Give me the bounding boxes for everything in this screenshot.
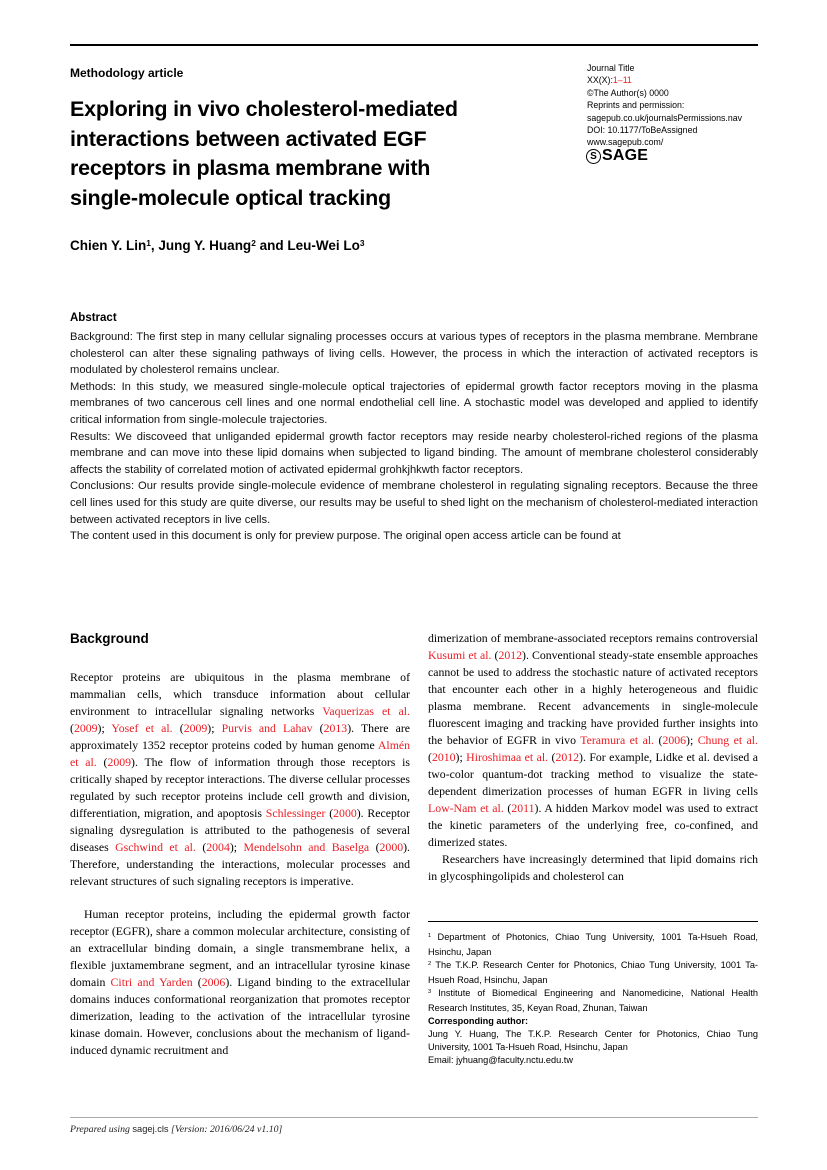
text-segment: (: [654, 733, 663, 747]
article-type-label: Methodology article: [70, 66, 184, 80]
journal-title-line: Journal Title: [587, 63, 635, 73]
title-line: Exploring in vivo cholesterol-mediated: [70, 97, 458, 121]
journal-info-block: [587, 62, 765, 149]
text-segment: (: [491, 648, 499, 662]
text-segment: (: [172, 721, 184, 735]
citation-link[interactable]: 2012: [498, 648, 523, 662]
permissions-url: sagepub.co.uk/journalsPermissions.nav: [587, 112, 743, 123]
text-segment: ). There are approximately 1352 receptor proteins coded by human genome: [70, 721, 410, 752]
background-heading: Background: [70, 631, 149, 646]
citation-link[interactable]: 2013: [323, 721, 348, 735]
left-column: [70, 630, 410, 1059]
publisher-url: www.sagepub.com/: [587, 137, 664, 148]
citation-link[interactable]: 2000: [379, 840, 404, 854]
text-segment: 1: [428, 933, 432, 940]
citation-link[interactable]: 2012: [555, 750, 580, 764]
sage-logo-icon: S: [586, 149, 601, 164]
abstract-paragraph-methods: Methods: In this study, we measured single-molecule optical trajectories of epidermal growth factor receptors moving in the plasma membranes of two cancerous cell lines and one normal endothelial cell line. A stochastic model was developed and applied to identify critical information from single-molecule trajectories.: [70, 380, 758, 426]
citation-link[interactable]: Chung et al.: [697, 733, 758, 747]
citation-link[interactable]: Schlessinger: [265, 806, 326, 820]
text-segment: );: [97, 721, 112, 735]
footnote-rule: [428, 921, 758, 922]
citation-link[interactable]: Almén et al.: [70, 738, 410, 769]
text-segment: );: [686, 733, 698, 747]
title-line: receptors in plasma membrane with: [70, 156, 431, 180]
sage-wordmark: SAGE: [602, 147, 649, 164]
text-segment: Human receptor proteins, including the epidermal growth factor receptor (EGFR), share a common molecular architecture, consisting of an extracellular binding domain, a single transmembrane helix, a flexible juxtamembrane segment, and an intracellular tyrosine kinase domain: [70, 907, 410, 989]
citation-link[interactable]: 2006: [662, 733, 687, 747]
right-column: [428, 630, 758, 885]
text-segment: (: [312, 721, 324, 735]
text-segment: ). The flow of information through those receptors is critically shaped by receptor interactions. The diverse cellular processes regulated by such receptor proteins include cell growth and division, differentiation, migration, and apoptosis: [70, 755, 410, 820]
citation-link[interactable]: Gschwind et al.: [115, 840, 196, 854]
text-segment: The T.K.P. Research Center for Photonics, Chiao Tung University, 1001 Ta-Hsueh Road, Hsinchu, Japan: [428, 960, 758, 985]
footer-note: [70, 1124, 282, 1135]
citation-link[interactable]: 2000: [333, 806, 357, 820]
reprints-line: Reprints and permission:: [587, 100, 685, 111]
text-segment: Institute of Biomedical Engineering and Nanomedicine, National Health Research Institutes, 35, Keyan Road, Zhunan, Taiwan: [428, 988, 758, 1013]
text-segment: );: [207, 721, 222, 735]
text-segment: 2: [428, 961, 432, 968]
text-segment: ). Receptor signaling dysregulation is attributed to the pathogenesis of several diseases: [70, 806, 410, 854]
citation-link[interactable]: 2009: [183, 721, 208, 735]
text-segment: );: [455, 750, 467, 764]
copyright-line: ©The Author(s) 0000: [587, 87, 669, 98]
header-rule: [70, 44, 758, 46]
citation-link[interactable]: Hiroshimaa et al.: [466, 750, 549, 764]
text-segment: , Jung Y. Huang: [150, 238, 252, 253]
text-segment: dimerization of membrane-associated receptors remains controversial: [428, 631, 758, 645]
citation-link[interactable]: 2006: [201, 975, 226, 989]
citation-link[interactable]: 2009: [73, 721, 98, 735]
text-segment: (: [369, 840, 380, 854]
corresponding-author-text: Jung Y. Huang, The T.K.P. Research Center for Photonics, Chiao Tung University, 1001 Ta-Hsueh Road, Hsinchu, Japan: [428, 1029, 758, 1052]
text-segment: Department of Photonics, Chiao Tung University, 1001 Ta-Hsueh Road, Hsinchu, Japan: [428, 932, 758, 957]
citation-link[interactable]: 1–11: [612, 75, 632, 86]
citation-link[interactable]: Kusumi et al.: [428, 648, 492, 662]
abstract-paragraph-conclusions: Conclusions: Our results provide single-molecule evidence of membrane cholesterol in regulating signaling receptors. Because the three cell lines used for this study are quite diverse, our results may be useful to shed light on the mechanism of cholesterol-mediated interaction between activated receptors in live cells.: [70, 480, 758, 526]
text-segment: ). Conventional steady-state ensemble approaches cannot be used to address the stochastic nature of activated receptors that encounter each other in a highly heterogeneous and fluidic plasma membrane. Recent advancements in single-molecule fluorescent imaging and tracking have provided further insights into the behavior of EGFR in vivo: [428, 648, 758, 747]
text-segment: );: [229, 840, 244, 854]
citation-link[interactable]: 2010: [431, 750, 456, 764]
citation-link[interactable]: Mendelsohn and Baselga: [243, 840, 370, 854]
text-segment: XX(X):: [587, 75, 613, 86]
text-segment: ). Therefore, understanding the interactions, molecular processes and relevant structures of such signaling receptors is imperative.: [70, 840, 410, 888]
text-segment: Receptor proteins are ubiquitous in the plasma membrane of mammalian cells, which transduce information about cellular environment to intracellular signaling networks: [70, 670, 410, 718]
abstract-paragraph-background: Background: The first step in many cellular signaling processes occurs at various types of receptors in the plasma membrane. Membrane cholesterol can alter these signaling pathways of living cells. However, the process in which the interaction of activated receptors is modulated by cholesterol remains unclear.: [70, 331, 758, 377]
title-line: single-molecule optical tracking: [70, 185, 391, 210]
journal-issue-line: [587, 74, 765, 86]
affiliation-item: [428, 931, 758, 959]
abstract-body: [70, 329, 758, 545]
text-segment: (: [503, 801, 512, 815]
citation-link[interactable]: 2009: [107, 755, 132, 769]
body-paragraph: [70, 669, 410, 890]
text-segment: ). A hidden Markov model was used to extract the kinetic parameters of the underlying free, co-confined, and dimerized states.: [428, 801, 758, 849]
text-segment: (: [548, 750, 556, 764]
text-segment: ). For example, Lidke et al. devised a two-color quantum-dot tracking method to visualize the state-dependent dimerization processes of human EGFR in living cells: [428, 750, 758, 798]
citation-link[interactable]: Yosef et al.: [111, 721, 173, 735]
text-segment: (: [96, 755, 108, 769]
abstract-heading: Abstract: [70, 312, 117, 324]
abstract-paragraph-results: Results: We discoveed that unliganded epidermal growth factor receptors may reside nearby cholesterol-riched regions of the plasma membrane and can move into these lipid domains when subjected to ligand binding. The amount of membrane cholesterol considerably affects the stability of correlated motion of activated epidermal grohkjhkwth factor receptors.: [70, 430, 758, 476]
text-segment: Prepared using: [70, 1124, 133, 1135]
affiliation-item: [428, 959, 758, 987]
text-segment: (: [70, 721, 74, 735]
citation-link[interactable]: Citri and Yarden: [110, 975, 193, 989]
doi-line: DOI: 10.1177/ToBeAssigned: [587, 125, 698, 136]
body-paragraph: [428, 630, 758, 851]
title-line: interactions between activated EGF: [70, 126, 427, 151]
citation-link[interactable]: 2011: [511, 801, 535, 815]
authors-line: [70, 238, 365, 253]
citation-link[interactable]: 2004: [206, 840, 230, 854]
citation-link[interactable]: Low-Nam et al.: [428, 801, 504, 815]
affiliation-item: [428, 987, 758, 1015]
article-title: [70, 95, 458, 213]
text-segment: 1: [146, 238, 151, 249]
citation-link[interactable]: Purvis and Lahav: [221, 721, 313, 735]
sage-logo: [586, 147, 648, 165]
text-segment: Chien Y. Lin: [70, 238, 147, 253]
footnotes-block: [428, 921, 758, 1067]
text-segment: (: [428, 750, 432, 764]
citation-link[interactable]: Teramura et al.: [580, 733, 655, 747]
citation-link[interactable]: Vaquerizas et al.: [322, 704, 410, 718]
text-segment: 2: [251, 238, 256, 249]
footer-rule: [70, 1117, 758, 1118]
text-segment: Researchers have increasingly determined that lipid domains rich in glycosphingolipids and cholesterol can: [428, 852, 758, 883]
text-segment: ). Ligand binding to the extracellular domains induces conformational reorganization that promotes receptor dimerization, leading to the activation of the intracellular tyrosine kinase domain. However, conclusions about the mechanism of ligand-induced dynamic recruitment and: [70, 975, 410, 1057]
text-segment: (: [195, 840, 207, 854]
text-segment: (: [325, 806, 334, 820]
text-segment: (: [192, 975, 202, 989]
text-segment: 3: [428, 989, 432, 996]
text-segment: sagej.cls: [132, 1124, 169, 1134]
body-paragraph: [428, 851, 758, 885]
email-line: Email: jyhuang@faculty.nctu.edu.tw: [428, 1055, 573, 1065]
text-segment: 3: [359, 238, 365, 249]
body-paragraph: [70, 906, 410, 1059]
text-segment: and Leu-Wei Lo: [255, 238, 360, 253]
text-segment: [Version: 2016/06/24 v1.10]: [168, 1124, 283, 1135]
abstract-paragraph-notice: The content used in this document is only for preview purpose. The original open access article can be found at: [70, 530, 621, 543]
corresponding-author-label: Corresponding author:: [428, 1016, 529, 1026]
